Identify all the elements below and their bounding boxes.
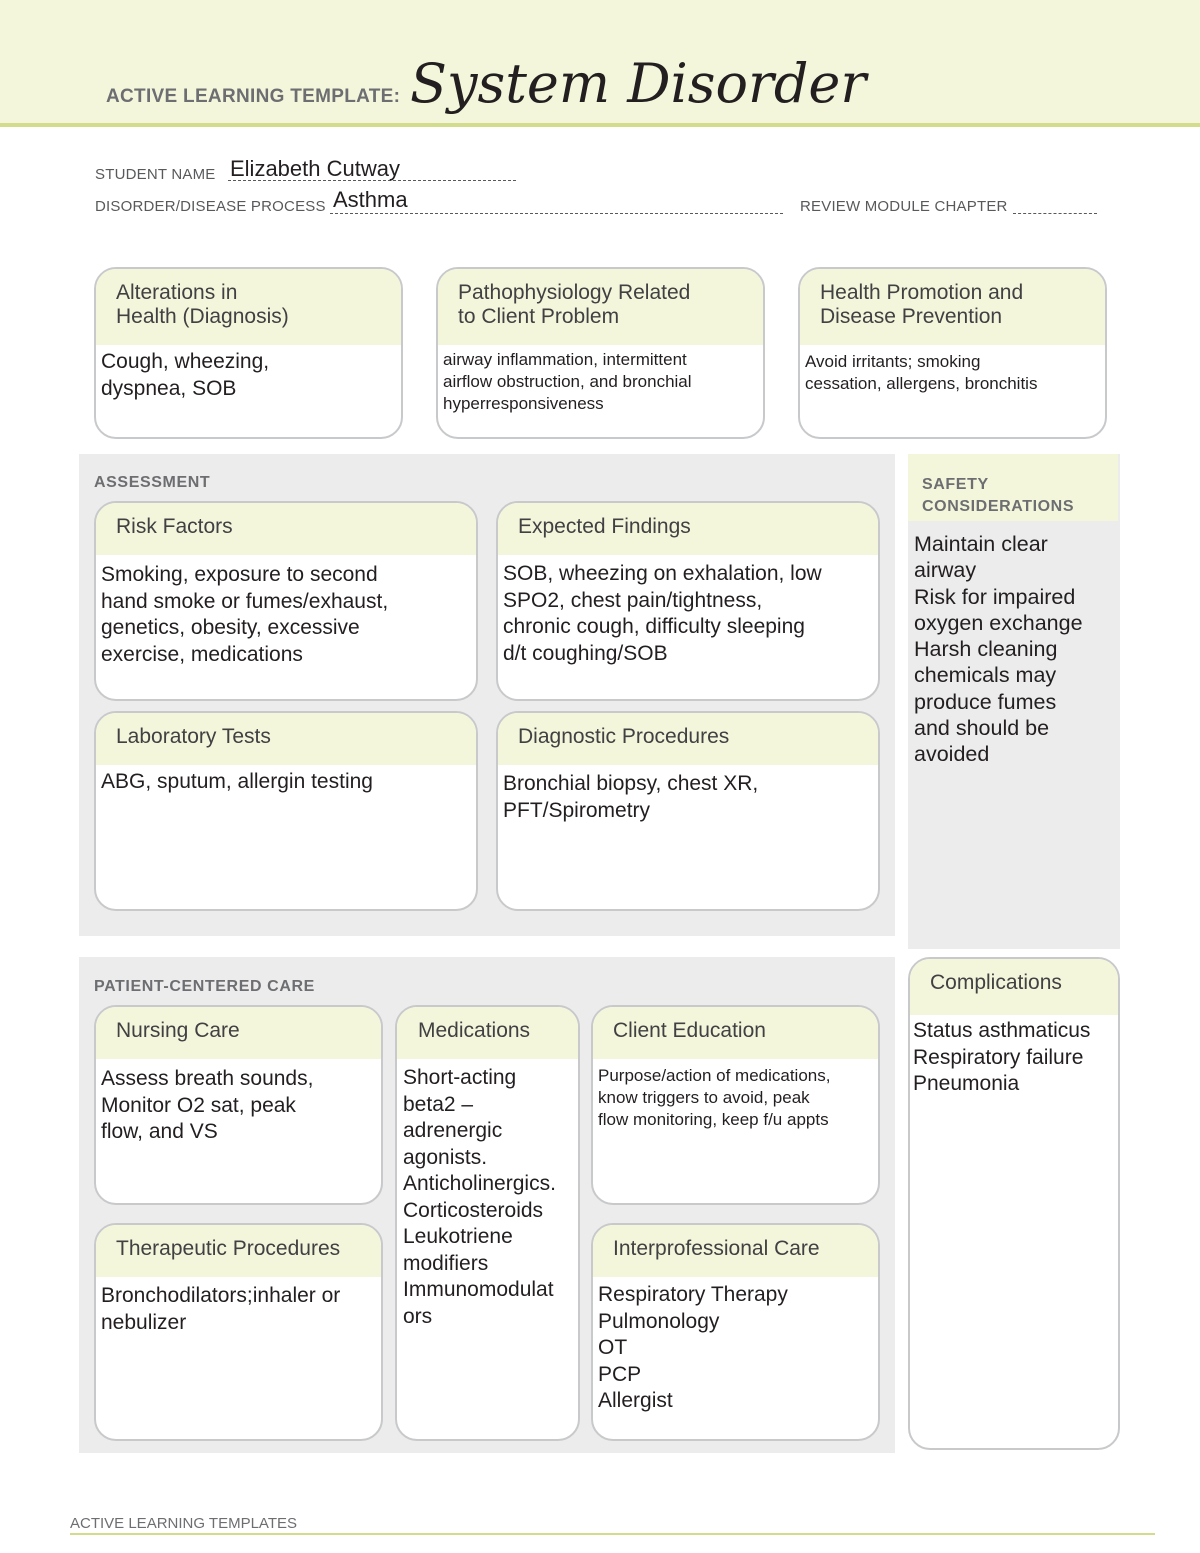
therapeutic-procedures-field[interactable]: Bronchodilators;inhaler or nebulizer	[101, 1284, 341, 1334]
nursing-care-field[interactable]: Assess breath sounds, Monitor O2 sat, peak flow, and VS	[101, 1067, 314, 1143]
risk-factors-field[interactable]: Smoking, exposure to second hand smoke or fumes/exhaust, genetics, obesity, excessive exercise, medications	[101, 563, 389, 666]
health-promotion-title: Health Promotion and Disease Prevention	[800, 269, 1105, 345]
footer-label: ACTIVE LEARNING TEMPLATES	[70, 1515, 297, 1532]
template-label: ACTIVE LEARNING TEMPLATE:	[106, 86, 401, 107]
review-chapter-field[interactable]	[1013, 213, 1097, 214]
interprofessional-care-field[interactable]: Respiratory Therapy Pulmonology OT PCP Allergist	[598, 1283, 788, 1412]
complications-box	[908, 957, 1120, 1450]
expected-findings-box	[496, 501, 880, 701]
laboratory-tests-box	[94, 711, 478, 911]
expected-findings-title: Expected Findings	[498, 503, 878, 555]
safety-heading: SAFETY CONSIDERATIONS	[922, 476, 1075, 515]
review-chapter-label: REVIEW MODULE CHAPTER	[800, 198, 1008, 215]
health-promotion-box	[798, 267, 1107, 439]
safety-field[interactable]: Maintain clear airway Risk for impaired oxygen exchange Harsh cleaning chemicals may produce fumes and should be avoided	[914, 532, 1083, 767]
medications-field[interactable]: Short-acting beta2 – adrenergic agonists. Anticholinergics. Corticosteroids Leukotriene modifiers Immunomodulat ors	[403, 1066, 556, 1328]
risk-factors-title: Risk Factors	[96, 503, 476, 555]
assessment-heading: ASSESSMENT	[94, 474, 211, 491]
interprofessional-care-box	[591, 1223, 880, 1441]
alterations-field[interactable]: Cough, wheezing, dyspnea, SOB	[101, 350, 270, 400]
client-education-box	[591, 1005, 880, 1205]
diagnostic-procedures-field[interactable]: Bronchial biopsy, chest XR, PFT/Spirometry	[503, 772, 759, 822]
footer-divider	[70, 1533, 1155, 1535]
client-education-title: Client Education	[593, 1007, 878, 1059]
diagnostic-procedures-title: Diagnostic Procedures	[498, 713, 878, 765]
medications-title: Medications	[397, 1007, 578, 1059]
risk-factors-box	[94, 501, 478, 701]
alterations-box	[94, 267, 403, 439]
diagnostic-procedures-box	[496, 711, 880, 911]
disorder-line	[330, 213, 783, 214]
laboratory-tests-title: Laboratory Tests	[96, 713, 476, 765]
alterations-title: Alterations in Health (Diagnosis)	[96, 269, 401, 345]
medications-box	[395, 1005, 580, 1441]
patient-centered-care-heading: PATIENT-CENTERED CARE	[94, 978, 315, 995]
laboratory-tests-field[interactable]: ABG, sputum, allergin testing	[101, 770, 373, 793]
nursing-care-title: Nursing Care	[96, 1007, 381, 1059]
disorder-label: DISORDER/DISEASE PROCESS	[95, 198, 326, 215]
therapeutic-procedures-box	[94, 1223, 383, 1441]
template-title: System Disorder	[410, 52, 867, 115]
complications-field[interactable]: Status asthmaticus Respiratory failure Pneumonia	[913, 1019, 1091, 1095]
client-education-field[interactable]: Purpose/action of medications, know triggers to avoid, peak flow monitoring, keep f/u appts	[598, 1066, 831, 1129]
pathophysiology-box	[436, 267, 765, 439]
pathophysiology-title: Pathophysiology Related to Client Problem	[438, 269, 763, 345]
header-divider	[0, 123, 1200, 127]
interprofessional-care-title: Interprofessional Care	[593, 1225, 878, 1277]
nursing-care-box	[94, 1005, 383, 1205]
pathophysiology-field[interactable]: airway inflammation, intermittent airflow obstruction, and bronchial hyperresponsiveness	[443, 350, 692, 413]
disorder-field[interactable]: Asthma	[333, 187, 408, 212]
student-name-field[interactable]: Elizabeth Cutway	[230, 156, 400, 181]
student-name-label: STUDENT NAME	[95, 166, 216, 183]
complications-title: Complications	[910, 959, 1118, 1015]
expected-findings-field[interactable]: SOB, wheezing on exhalation, low SPO2, chest pain/tightness, chronic cough, difficulty sleeping d/t coughing/SOB	[503, 562, 822, 665]
health-promotion-field[interactable]: Avoid irritants; smoking cessation, allergens, bronchitis	[805, 352, 1038, 393]
therapeutic-procedures-title: Therapeutic Procedures	[96, 1225, 381, 1277]
